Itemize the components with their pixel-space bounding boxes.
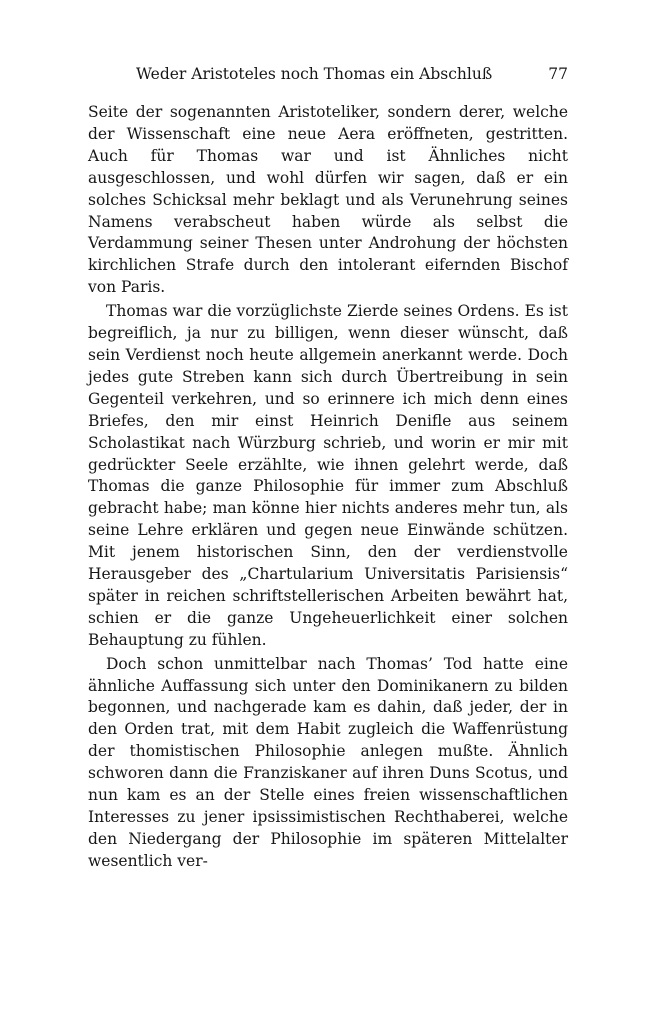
body-text — [88, 102, 568, 873]
paragraph-thomas-order: Thomas war die vorzüglichste Zierde seines Ordens. Es ist begreiflich, ja nur zu billigen, wenn dieser wünscht, daß sein Verdienst noch heute allgemein anerkannt werde. Doch jedes gute Streben kann sich durch Übertreibung in sein Gegenteil verkehren, und so erinnere ich mich denn eines Briefes, den mir einst Heinrich Denifle aus seinem Scholastikat nach Würzburg schrieb, und worin er mir mit gedrückter Seele erzählte, wie ihnen gelehrt werde, daß Thomas die ganze Philosophie für immer zum Abschluß gebracht habe; man könne hier nichts anderes mehr tun, als seine Lehre erklären und gegen neue Einwände schützen. Mit jenem historischen Sinn, den der verdienstvolle Herausgeber des „Chartularium Universitatis Parisiensis“ später in reichen schriftstellerischen Arbeiten bewährt hat, schien er die ganze Ungeheuerlichkeit einer solchen Behauptung zu fühlen. — [88, 302, 568, 649]
paragraph-after-thomas-death: Doch schon unmittelbar nach Thomas’ Tod hatte eine ähnliche Auffassung sich unter den Dominikanern zu bilden begonnen, und nachgerade kam es dahin, daß jeder, der in den Orden trat, mit dem Habit zugleich die Waffenrüstung der thomistischen Philosophie anlegen mußte. Ähnlich schworen dann die Franziskaner auf ihren Duns Scotus, und nun kam es an der Stelle eines freien wissenschaftlichen Interesses zu jener ipsissimistischen Rechthaberei, welche den Niedergang der Philosophie im späteren Mittelalter wesentlich ver- — [88, 654, 568, 870]
running-head — [88, 62, 568, 86]
book-page — [88, 62, 568, 873]
paragraph-continued: Seite der sogenannten Aristoteliker, sondern derer, welche der Wissenschaft eine neue Aera eröffneten, gestritten. Auch für Thomas war und ist Ähnliches nicht ausgeschlossen, und wohl dürfen wir sagen, daß er ein solches Schicksal mehr beklagt und als Verunehrung seines Namens verabscheut haben würde als selbst die Verdammung seiner Thesen unter Androhung der höchsten kirchlichen Strafe durch den intolerant eifernden Bischof von Paris. — [88, 103, 568, 297]
page-number: 77 — [548, 65, 568, 83]
running-title: Weder Aristoteles noch Thomas ein Abschluß — [136, 65, 493, 83]
